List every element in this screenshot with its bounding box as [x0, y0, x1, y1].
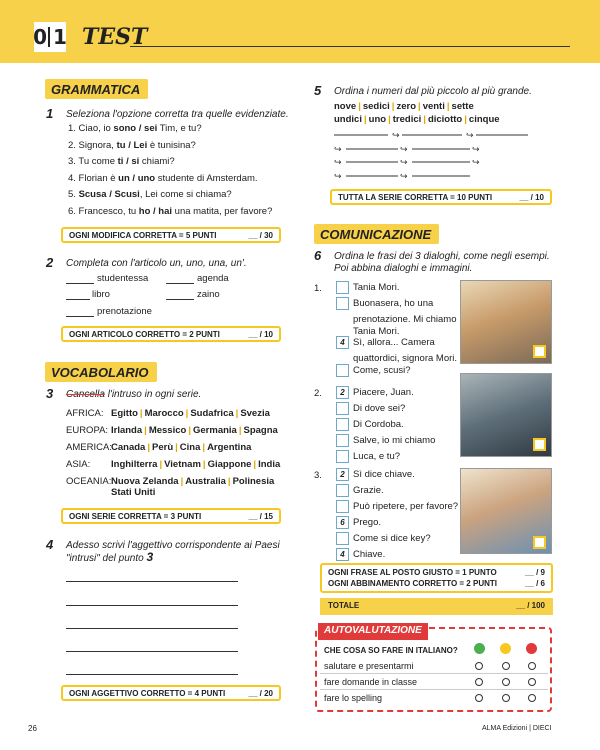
separator: |	[446, 101, 450, 112]
self-assessment-item: fare domande in classe	[324, 677, 418, 687]
exercise-6-instruction-1: Ordina le frasi dei 3 dialoghi, come negli esempi.	[334, 251, 550, 262]
score-5-value[interactable]: __ / 10	[519, 192, 544, 202]
word-stati-uniti[interactable]: Stati Uniti	[111, 487, 156, 498]
sentence-text: 2. Signora,	[68, 139, 117, 151]
country-word[interactable]: Spagna	[243, 425, 278, 436]
country-word[interactable]: Egitto	[111, 408, 138, 419]
continent-label: OCEANIA:	[66, 476, 112, 487]
number-word[interactable]: undici	[334, 114, 362, 125]
exercise-3-instruction	[66, 388, 201, 401]
country-word[interactable]: Germania	[193, 425, 237, 436]
dialog-line: Sì, allora... Camera	[353, 337, 435, 348]
total-label: TOTALE	[328, 601, 360, 610]
choice-options[interactable]: un / uno	[118, 172, 156, 184]
unit-number-right: 1	[53, 25, 67, 49]
dialog-3-label: 3.	[314, 470, 322, 481]
sad-face-icon	[526, 643, 537, 654]
score-box-6	[320, 563, 553, 593]
continent-label: ASIA:	[66, 459, 91, 470]
sentence-text: chiami?	[139, 156, 175, 167]
exercise-1-instruction: Seleziona l'opzione corretta tra quelle evidenziate.	[66, 109, 289, 120]
dialog-line: Piacere, Juan.	[353, 387, 414, 398]
score-6a-value[interactable]: __ / 9	[524, 568, 545, 577]
page-title: TEST	[82, 24, 148, 50]
order-box[interactable]: 4	[336, 548, 349, 561]
choice-options[interactable]: tu / Lei	[116, 139, 148, 151]
page-number: 26	[28, 724, 37, 733]
order-box[interactable]	[336, 484, 349, 497]
separator: |	[423, 114, 426, 125]
order-box[interactable]	[336, 402, 349, 415]
rating-circle[interactable]	[528, 662, 536, 670]
number-word[interactable]: sedici	[362, 101, 390, 112]
exercise-3-number: 3	[46, 386, 54, 401]
score-1-value[interactable]: __ / 30	[248, 230, 273, 240]
separator: |	[147, 442, 150, 453]
order-box[interactable]: 4	[336, 336, 349, 349]
separator: |	[159, 459, 163, 470]
section-grammatica: GRAMMATICA	[45, 79, 148, 99]
dialog-line: Sì dice chiave.	[353, 469, 415, 480]
sentence-6	[68, 206, 272, 218]
word-studentessa: studentessa	[97, 273, 149, 284]
number-word[interactable]: sette	[451, 101, 474, 112]
score-6a-label: OGNI FRASE AL POSTO GIUSTO = 1 PUNTO	[328, 568, 497, 577]
exercise-4-number: 4	[46, 537, 54, 552]
svg-text:↪: ↪	[466, 131, 474, 141]
separator: |	[235, 408, 239, 419]
rating-circle[interactable]	[528, 678, 536, 686]
order-box[interactable]	[336, 297, 349, 310]
order-box[interactable]	[336, 281, 349, 294]
score-2-label: OGNI ARTICOLO CORRETTO = 2 PUNTI	[69, 329, 220, 339]
order-box[interactable]	[336, 418, 349, 431]
number-word[interactable]: tredici	[392, 114, 422, 125]
score-6-row-1	[328, 568, 545, 577]
answer-line[interactable]	[66, 651, 238, 652]
photo-3-answer-box[interactable]	[533, 536, 546, 549]
dialog-line: Chiave.	[353, 549, 386, 560]
dialog-line: Salve, io mi chiamo	[353, 435, 436, 446]
number-word[interactable]: diciotto	[427, 114, 463, 125]
neutral-face-icon	[500, 643, 511, 654]
country-word[interactable]: Messico	[148, 425, 187, 436]
happy-face-icon	[474, 643, 485, 654]
sentence-text: 3. Tu come	[68, 156, 118, 167]
score-1-label: OGNI MODIFICA CORRETTA = 5 PUNTI	[69, 230, 217, 240]
score-6b-label: OGNI ABBINAMENTO CORRETTO = 2 PUNTI	[328, 579, 497, 588]
answer-line[interactable]	[66, 581, 238, 582]
separator: |	[185, 408, 189, 419]
score-box-2	[61, 326, 281, 342]
blank-line[interactable]	[66, 283, 94, 284]
word-agenda: agenda	[197, 273, 229, 284]
word-prenotazione: prenotazione	[97, 306, 152, 317]
separator: |	[418, 101, 421, 112]
title-underline	[130, 46, 570, 47]
svg-text:↪: ↪	[334, 158, 342, 168]
order-box[interactable]: 2	[336, 386, 349, 399]
sentence-text: 4. Florian è	[68, 172, 119, 184]
dialog-line: Come si dice key?	[353, 533, 431, 544]
choice-options[interactable]: ho / hai	[138, 205, 173, 217]
svg-text:↪: ↪	[400, 172, 408, 180]
score-4-label: OGNI AGGETTIVO CORRETTO = 4 PUNTI	[69, 688, 226, 698]
exercise-4-text: "intrusi" del punto	[66, 553, 147, 564]
score-box-5	[330, 189, 552, 205]
self-assessment-title: AUTOVALUTAZIONE	[318, 623, 428, 640]
rating-circle[interactable]	[475, 694, 483, 702]
separator: |	[358, 101, 361, 112]
order-box[interactable]	[336, 434, 349, 447]
separator: |	[363, 114, 367, 125]
sentence-4	[68, 173, 258, 185]
sentence-1	[68, 123, 202, 135]
sentence-text: 5.	[68, 189, 79, 200]
separator: |	[202, 442, 206, 453]
dialog-line: Di Cordoba.	[353, 419, 404, 430]
score-5-label: TUTTA LA SERIE CORRETTA = 10 PUNTI	[338, 192, 493, 202]
separator: |	[388, 114, 391, 125]
order-box[interactable]	[336, 450, 349, 463]
answer-line[interactable]	[66, 605, 238, 606]
exercise-4-instruction-1: Adesso scrivi l'aggettivo corrispondente ai Paesi	[66, 540, 280, 551]
dialog-line: Tania Mori.	[353, 282, 400, 293]
row-divider	[320, 689, 548, 690]
score-4-value[interactable]: __ / 20	[248, 688, 273, 698]
dialog-line: Di dove sei?	[353, 403, 406, 414]
dialog-line: Come, scusi?	[353, 364, 411, 376]
separator: |	[238, 425, 242, 436]
unit-number-left: 0	[33, 25, 47, 49]
country-word[interactable]: Marocco	[144, 408, 184, 419]
score-3-value[interactable]: __ / 15	[248, 511, 273, 521]
choice-options[interactable]: Scusa / Scusi	[78, 189, 140, 200]
exercise-6-instruction-2: Poi abbina dialoghi e immagini.	[334, 263, 473, 274]
exercise-2-number: 2	[46, 255, 54, 270]
country-word[interactable]: Irlanda	[111, 425, 143, 436]
separator: |	[202, 459, 206, 470]
number-word[interactable]: venti	[422, 101, 445, 112]
svg-text:↪: ↪	[334, 172, 342, 180]
choice-options[interactable]: ti / si	[117, 156, 140, 167]
exercise-ref: 3	[146, 550, 154, 564]
sentence-text: è tunisina?	[147, 139, 196, 151]
rating-circle[interactable]	[502, 678, 510, 686]
score-3-label: OGNI SERIE CORRETTA = 3 PUNTI	[69, 511, 202, 521]
rating-circle[interactable]	[475, 662, 483, 670]
dialog-line: Buonasera, ho una	[353, 298, 434, 309]
strike-word: Cancella	[66, 389, 105, 400]
number-word[interactable]: nove	[334, 101, 357, 112]
sentence-5	[68, 189, 232, 201]
self-assessment-item: fare lo spelling	[324, 693, 383, 703]
score-box-1	[61, 227, 281, 243]
word-zaino: zaino	[197, 289, 220, 300]
section-vocabolario: VOCABOLARIO	[45, 362, 157, 382]
country-word[interactable]: India	[258, 459, 281, 470]
number-word[interactable]: zero	[396, 101, 417, 112]
sentence-text: studente di Amsterdam.	[155, 172, 258, 184]
separator: |	[188, 425, 191, 436]
dialog-line: quattordici, signora Mori.	[353, 353, 458, 364]
country-word[interactable]: Polinesia	[232, 476, 275, 487]
word-libro: libro	[92, 289, 110, 300]
row-divider	[320, 673, 548, 674]
blank-line[interactable]	[66, 299, 90, 300]
exercise-5-instruction: Ordina i numeri dal più piccolo al più grande.	[334, 86, 532, 97]
country-series	[111, 442, 251, 454]
dialog-line: Può ripetere, per favore?	[353, 501, 459, 512]
total-value[interactable]: __ / 100	[516, 601, 545, 610]
order-box[interactable]: 6	[336, 516, 349, 529]
blank-line[interactable]	[66, 316, 94, 317]
country-word[interactable]: Giappone	[207, 459, 252, 470]
country-word[interactable]: Cina	[179, 442, 201, 453]
separator: |	[139, 408, 143, 419]
self-assessment-question: CHE COSA SO FARE IN ITALIANO?	[324, 646, 458, 655]
publisher: ALMA Edizioni | DIECI	[482, 725, 552, 732]
rating-circle[interactable]	[502, 662, 510, 670]
dialog-2-label: 2.	[314, 388, 322, 399]
country-word[interactable]: Sudafrica	[190, 408, 234, 419]
blank-line[interactable]	[166, 283, 194, 284]
number-words-row	[334, 101, 474, 113]
score-6b-value[interactable]: __ / 6	[524, 579, 545, 588]
rating-circle[interactable]	[502, 694, 510, 702]
order-box[interactable]	[336, 532, 349, 545]
score-box-3	[61, 508, 281, 524]
dialog-line: prenotazione. Mi chiamo	[353, 314, 457, 325]
rating-circle[interactable]	[528, 694, 536, 702]
answer-line[interactable]	[66, 628, 238, 629]
answer-line[interactable]	[66, 674, 238, 675]
svg-text:↪: ↪	[334, 145, 342, 155]
dialog-line: Grazie.	[353, 485, 384, 496]
exercise-2-instruction: Completa con l'articolo un, uno, una, un'.	[66, 258, 247, 269]
number-word[interactable]: uno	[368, 114, 387, 125]
svg-text:↪: ↪	[472, 158, 480, 168]
separator: |	[175, 442, 178, 453]
country-word[interactable]: Canada	[111, 442, 146, 453]
separator: |	[144, 425, 147, 436]
separator: |	[227, 476, 231, 487]
separator: |	[253, 459, 257, 470]
continent-label: AFRICA:	[66, 408, 104, 419]
exercise-5-number: 5	[314, 83, 322, 98]
photo-1-answer-box[interactable]	[533, 345, 546, 358]
sentence-2	[68, 140, 196, 152]
country-word[interactable]: Nuova Zelanda	[111, 476, 179, 487]
order-box[interactable]	[336, 364, 349, 377]
self-assessment-item: salutare e presentarmi	[324, 661, 414, 671]
sentence-text: 6. Francesco, tu	[68, 205, 139, 217]
country-series	[111, 425, 278, 437]
sentence-text: Tim, e tu?	[157, 123, 202, 134]
blank-line[interactable]	[166, 299, 194, 300]
country-word[interactable]: Vietnam	[164, 459, 201, 470]
sentence-text: una matita, per favore?	[172, 205, 273, 217]
svg-text:↪: ↪	[400, 158, 408, 168]
ordering-arrows	[330, 125, 530, 180]
separator: |	[391, 101, 395, 112]
total-bar	[320, 598, 553, 615]
number-word[interactable]: cinque	[468, 114, 500, 125]
score-6-row-2	[328, 579, 545, 588]
order-box[interactable]: 2	[336, 468, 349, 481]
country-word[interactable]: Australia	[185, 476, 226, 487]
country-series	[111, 459, 280, 471]
continent-label: EUROPA:	[66, 425, 109, 436]
country-series	[111, 408, 270, 420]
svg-text:↪: ↪	[392, 131, 400, 141]
exercise-4-instruction-2	[66, 551, 153, 565]
unit-number	[34, 22, 66, 52]
score-box-4	[61, 685, 281, 701]
separator: |	[180, 476, 184, 487]
score-2-value[interactable]: __ / 10	[248, 329, 273, 339]
rating-circle[interactable]	[475, 678, 483, 686]
country-word[interactable]: Perù	[152, 442, 174, 453]
svg-text:↪: ↪	[400, 145, 408, 155]
dialog-line: Luca, e tu?	[353, 451, 401, 462]
dialog-line: Tania Mori.	[353, 325, 400, 337]
exercise-1-number: 1	[46, 106, 54, 121]
order-box[interactable]	[336, 500, 349, 513]
sentence-text: 1. Ciao, io	[68, 123, 114, 134]
svg-text:↪: ↪	[472, 145, 480, 155]
country-word[interactable]: Svezia	[240, 408, 270, 419]
sentence-3	[68, 156, 175, 168]
country-word[interactable]: Inghilterra	[111, 459, 158, 470]
dialog-1-label: 1.	[314, 283, 322, 294]
sentence-text: , Lei come si chiama?	[139, 189, 232, 200]
continent-label: AMERICA:	[66, 442, 112, 453]
exercise-6-number: 6	[314, 248, 322, 263]
choice-options[interactable]: sono / sei	[113, 123, 158, 134]
section-comunicazione: COMUNICAZIONE	[314, 224, 439, 244]
separator: |	[464, 114, 467, 125]
photo-2-answer-box[interactable]	[533, 438, 546, 451]
dialog-line: Prego.	[353, 517, 381, 528]
country-word[interactable]: Argentina	[207, 442, 252, 453]
exercise-3-text: l'intruso in ogni serie.	[104, 389, 202, 400]
